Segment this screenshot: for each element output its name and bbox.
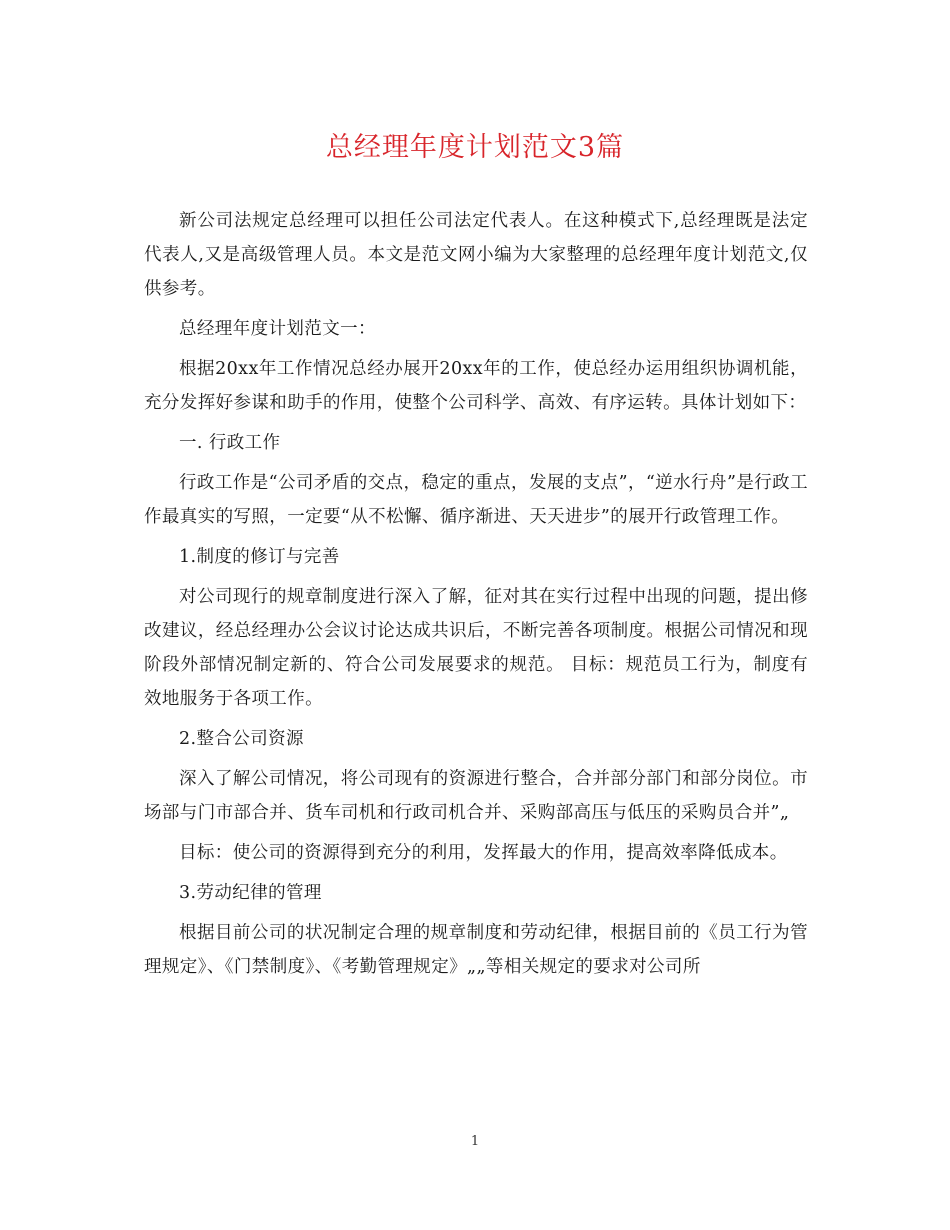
- paragraph-resource-goal: 目标：使公司的资源得到充分的利用，发挥最大的作用，提高效率降低成本。: [179, 843, 788, 863]
- paragraph-intro: 新公司法规定总经理可以担任公司法定代表人。在这种模式下,总经理既是法定代表人,又是高级管理人员。本文是范文网小编为大家整理的总经理年度计划范文,仅供参考。: [144, 211, 808, 299]
- subheading-rules-revision: 1.制度的修订与完善: [179, 547, 340, 567]
- paragraph-sample-one-heading: 总经理年度计划范文一：: [179, 319, 376, 339]
- paragraph-labor-discipline: 根据目前公司的状况制定合理的规章制度和劳动纪律，根据目前的《员工行为管理规定》、《门禁制度》、《考勤管理规定》„„等相关规定的要求对公司所: [144, 923, 808, 977]
- document-title: 总经理年度计划范文3篇: [325, 132, 625, 163]
- paragraph-resource-integration: 深入了解公司情况，将公司现有的资源进行整合，合并部分部门和部分岗位。市场部与门市部合并、货车司机和行政司机合并、采购部高压与低压的采购员合并”„: [144, 769, 808, 823]
- subheading-labor-discipline: 3.劳动纪律的管理: [179, 883, 322, 903]
- paragraph-plan-overview: 根据20xx年工作情况总经办展开20xx年的工作，使总经办运用组织协调机能，充分发挥好参谋和助手的作用，使整个公司科学、高效、有序运转。具体计划如下：: [144, 359, 808, 413]
- section-heading-administration: 一. 行政工作: [179, 433, 281, 453]
- subheading-resource-integration: 2.整合公司资源: [179, 729, 304, 749]
- paragraph-rules-revision: 对公司现行的规章制度进行深入了解，征对其在实行过程中出现的问题，提出修改建议，经总经理办公会议讨论达成共识后，不断完善各项制度。根据公司情况和现阶段外部情况制定新的、符合公司发展要求的规范。 目标：规范员工行为，制度有效地服务于各项工作。: [144, 587, 808, 709]
- document-body: [144, 204, 808, 990]
- paragraph-administration: 行政工作是“公司矛盾的交点，稳定的重点，发展的支点”，“逆水行舟”是行政工作最真实的写照，一定要“从不松懈、循序渐进、天天进步”的展开行政管理工作。: [144, 473, 808, 527]
- page-number: 1: [470, 1134, 480, 1149]
